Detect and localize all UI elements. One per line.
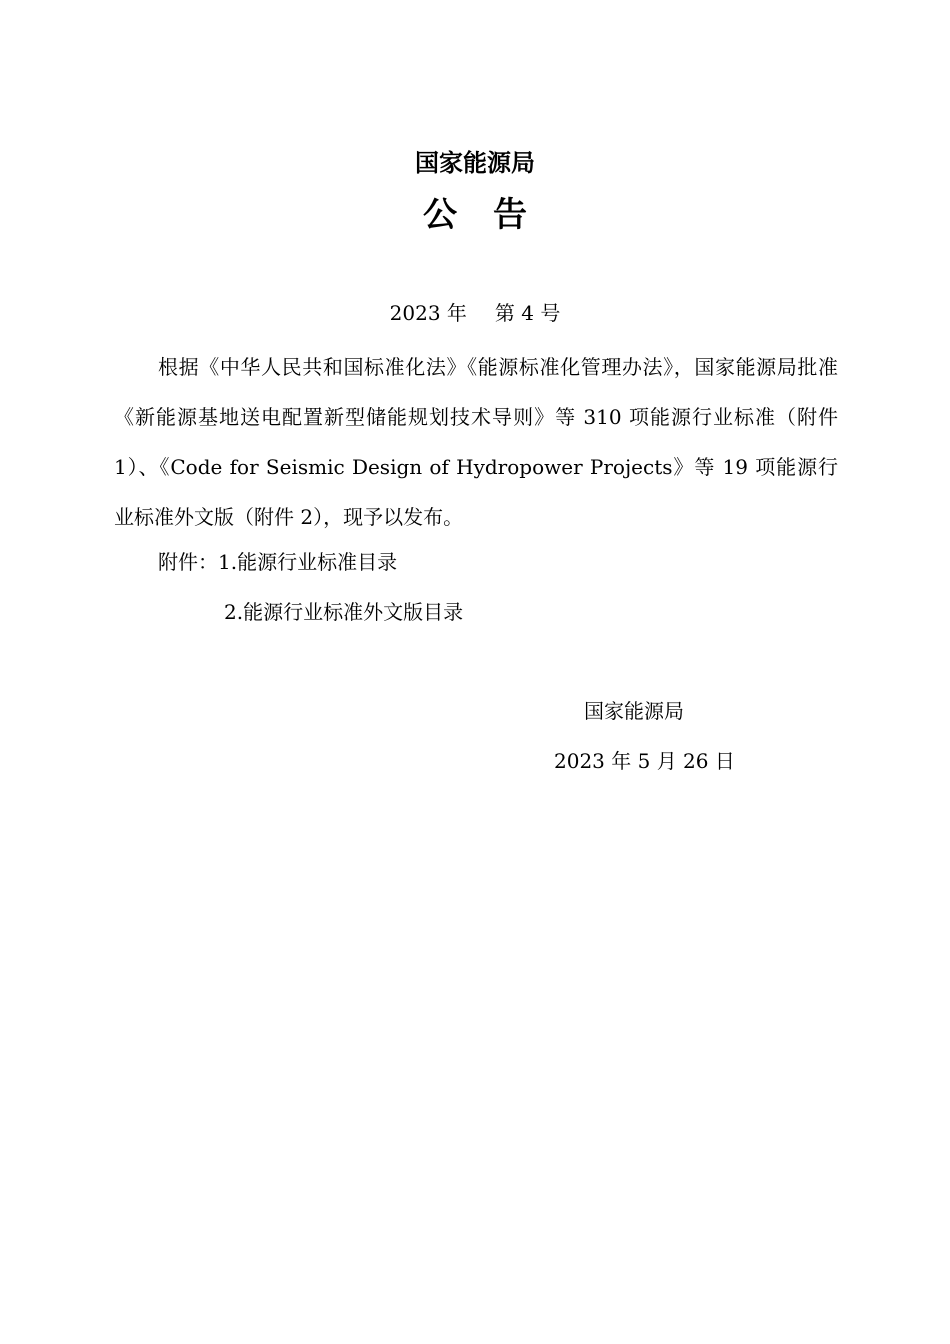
document-serial-number: 第 4 号 <box>494 301 561 325</box>
document-year: 2023 年 <box>389 301 467 325</box>
document-type-title: 公告 <box>423 195 563 235</box>
issuer-title: 国家能源局 <box>415 149 535 177</box>
attachment-line-2 <box>224 592 463 632</box>
attachment-line-1 <box>158 542 397 582</box>
document-number <box>0 298 950 328</box>
announcement-body: 根据《中华人民共和国标准化法》《能源标准化管理办法》，国家能源局批准《新能源基地送电配置新型储能规划技术导则》等 310 项能源行业标准（附件 1）、《Code for Seismic Design of Hydropower Projects》等 19 项能源行业标准外文版（附件 2），现予以发布。 <box>114 355 838 529</box>
attachment-item-2: 2.能源行业标准外文版目录 <box>224 600 464 624</box>
attachment-label: 附件： <box>158 550 218 574</box>
signature-issuer: 国家能源局 <box>584 699 684 723</box>
attachment-item-1: 1.能源行业标准目录 <box>218 550 398 574</box>
signature-date: 2023 年 5 月 26 日 <box>554 749 735 773</box>
